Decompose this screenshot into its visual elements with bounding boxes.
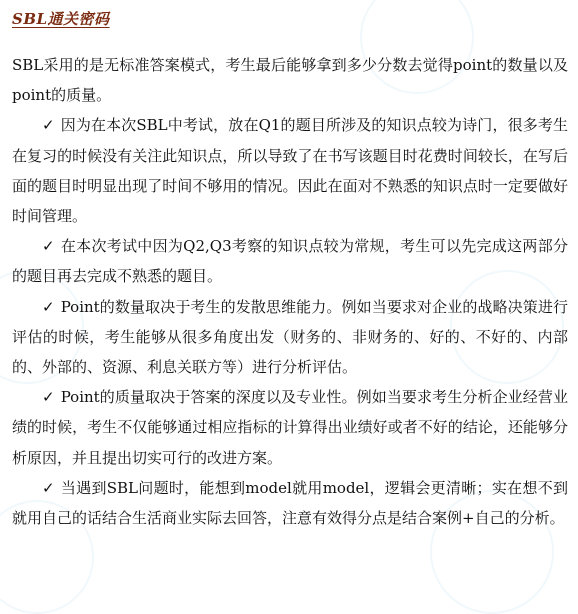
intro-paragraph (12, 50, 568, 110)
paragraph-text: Point的数量取决于考生的发散思维能力。例如当要求对企业的战略决策进行评估的时候，考生能够从很多角度出发（财务的、非财务的、好的、不好的、内部的、外部的、资源、利息关联方等）进行分析评估。 (12, 297, 568, 377)
check-icon: ✓ (42, 297, 55, 316)
check-icon: ✓ (42, 478, 55, 497)
bullet-paragraph (12, 292, 568, 383)
bullet-paragraph (12, 473, 568, 533)
paragraph-text: 在本次考试中因为Q2,Q3考察的知识点较为常规，考生可以先完成这两部分的题目再去完成不熟悉的题目。 (12, 237, 568, 286)
paragraph-text: 当遇到SBL问题时，能想到model就用model，逻辑会更清晰；实在想不到就用自己的话结合生活商业实际去回答，注意有效得分点是结合案例+自己的分析。 (12, 478, 568, 528)
check-icon: ✓ (42, 388, 55, 407)
check-icon: ✓ (42, 237, 55, 256)
bullet-paragraph (12, 110, 568, 231)
bullet-paragraph (12, 382, 568, 473)
paragraph-text: Point的质量取决于答案的深度以及专业性。例如当要求考生分析企业经营业绩的时候，考生不仅能够通过相应指标的计算得出业绩好或者不好的结论，还能够分析原因，并且提出切实可行的改进方案。 (12, 388, 568, 467)
bullet-paragraph (12, 231, 568, 291)
paragraph-text: 因为在本次SBL中考试，放在Q1的题目所涉及的知识点较为诗门，很多考生在复习的时候没有关注此知识点，所以导致了在书写该题目时花费时间较长，在写后面的题目时明显出现了时间不够用的情况。因此在面对不熟悉的知识点时一定要做好时间管理。 (12, 116, 568, 226)
check-icon: ✓ (42, 116, 55, 135)
paragraph-text: SBL采用的是无标准答案模式，考生最后能够拿到多少分数去觉得point的数量以及point的质量。 (12, 56, 568, 105)
section-heading: SBL通关密码 (12, 10, 110, 28)
body-text (12, 50, 568, 533)
